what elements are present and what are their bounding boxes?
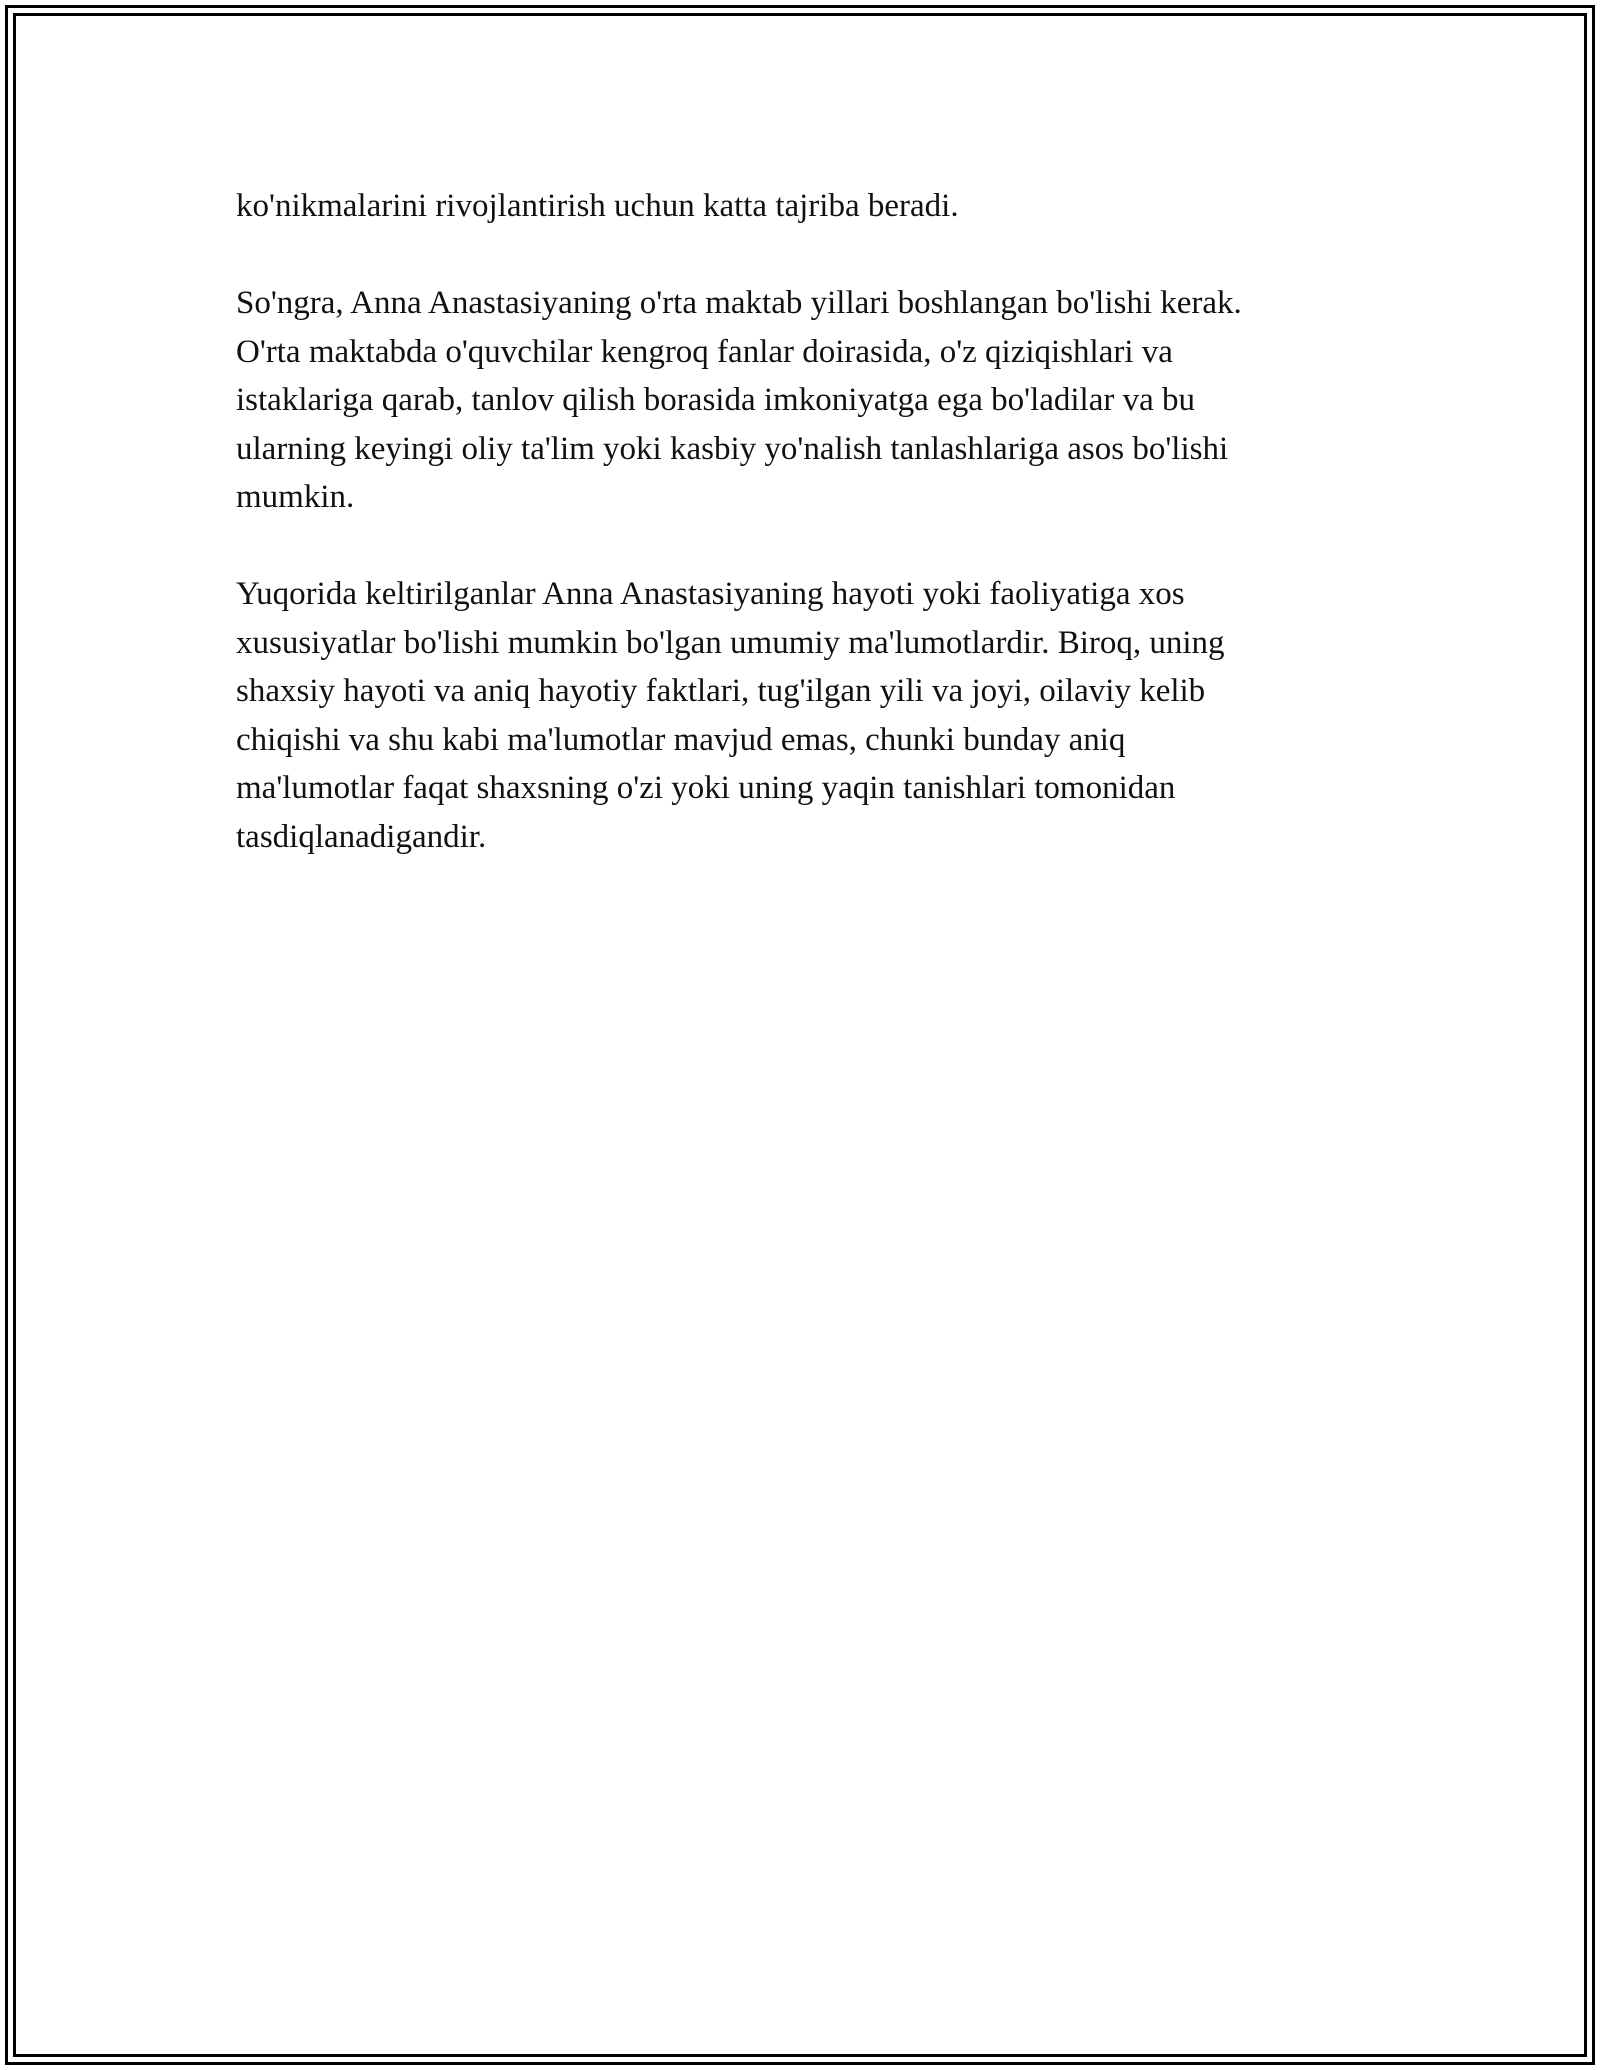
paragraph-1 xyxy=(236,182,1366,231)
text-line: Yuqorida keltirilganlar Anna Anastasiyaning hayoti yoki faoliyatiga xos xyxy=(236,576,1185,612)
text-line: chiqishi va shu kabi ma'lumotlar mavjud emas, chunki bunday aniq xyxy=(236,721,1126,758)
text-line: tasdiqlanadigandir. xyxy=(236,818,487,855)
text-line: So'ngra, Anna Anastasiyaning o'rta maktab yillari boshlangan bo'lishi kerak. xyxy=(236,285,1242,321)
paragraph-3 xyxy=(236,570,1366,861)
text-line: mumkin. xyxy=(236,479,355,515)
text-line: shaxsiy hayoti va aniq hayotiy faktlari, tug'ilgan yili va joyi, oilaviy kelib xyxy=(236,673,1206,709)
text-line: ularning keyingi oliy ta'lim yoki kasbiy yo'nalish tanlashlariga asos bo'lishi xyxy=(236,430,1229,467)
text-line: istaklariga qarab, tanlov qilish borasida imkoniyatga ega bo'ladilar va bu xyxy=(236,382,1195,418)
text-line: ma'lumotlar faqat shaxsning o'zi yoki uning yaqin tanishlari tomonidan xyxy=(236,770,1176,806)
text-line: xususiyatlar bo'lishi mumkin bo'lgan umumiy ma'lumotlardir. Biroq, uning xyxy=(236,624,1225,661)
document-body xyxy=(236,182,1366,910)
text-line: ko'nikmalarini rivojlantirish uchun katta tajriba beradi. xyxy=(236,188,959,224)
paragraph-2 xyxy=(236,279,1366,522)
text-line: O'rta maktabda o'quvchilar kengroq fanlar doirasida, o'z qiziqishlari va xyxy=(236,333,1173,370)
